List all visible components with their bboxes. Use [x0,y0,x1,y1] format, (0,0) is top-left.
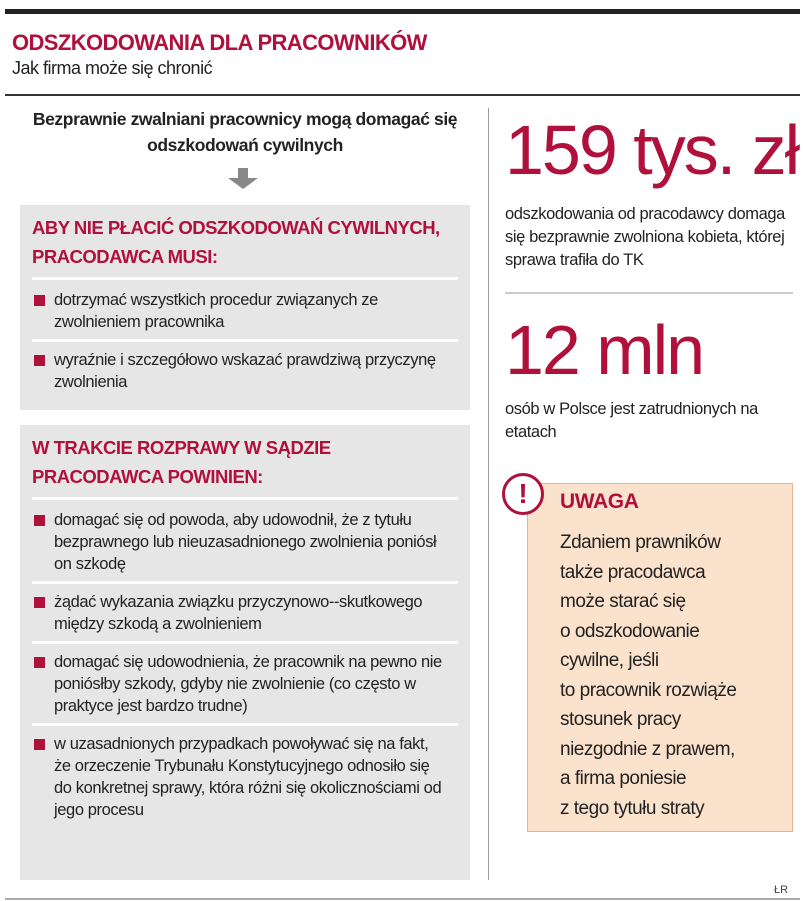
page-subtitle: Jak firma może się chronić [12,58,213,78]
list-item [32,648,458,726]
item-text: wyraźnie i szczegółowo wskazać prawdziwą przyczynę zwolnienia [54,351,436,391]
note-title: UWAGA [560,490,639,513]
stat-value-claim: 159 tys. zł [505,111,799,189]
list-item [32,588,458,644]
box-heading: ABY NIE PŁACIĆ ODSZKODOWAŃ CYWILNYCH, PRACODAWCA MUSI: [32,217,440,267]
list-item [32,506,458,584]
divider [32,497,458,500]
bullet-icon [34,515,45,526]
stat-text-employed: osób w Polsce jest zatrudnionych na etatach [505,400,758,441]
header-divider [5,94,800,96]
bullet-icon [34,597,45,608]
exclamation-circle-icon: ! [502,473,544,515]
list-item [32,730,458,827]
item-text: domagać się od powoda, aby udowodnił, że z tytułu bezprawnego lub nieuzasadnionego zwolnienia poniósł on szkodę [54,511,437,573]
bullet-icon [34,657,45,668]
bottom-rule [5,898,800,900]
list-item [32,286,458,342]
divider [32,277,458,280]
top-bar [5,9,800,14]
court-trial-box [20,425,470,880]
list-item [32,346,458,399]
bullet-icon [34,295,45,306]
item-text: domagać się udowodnienia, że pracownik na pewno nie poniósłby szkody, gdyby nie zwolnienie (co często w praktyce jest bardzo trudne) [54,653,442,715]
item-text: żądać wykazania związku przyczynowo--skutkowego między szkodą a zwolnieniem [54,593,423,633]
employer-must-box [20,205,470,410]
item-text: w uzasadnionych przypadkach powoływać się na fakt, że orzeczenie Trybunału Konstytucyjnego odnosiło się do konkretnej sprawy, która różni się okolicznościami od jego procesu [54,735,442,819]
arrow-down-icon [228,168,258,195]
note-text: Zdaniem prawników także pracodawca może starać się o odszkodowanie cywilne, jeśli to pracownik rozwiąże stosunek pracy niezgodnie z prawem, a firma poniesie z tego tytułu straty [560,532,737,819]
column-divider [488,108,489,880]
page-title: ODSZKODOWANIA DLA PRACOWNIKÓW [12,30,427,55]
intro-text: Bezprawnie zwalniani pracownicy mogą domagać się odszkodowań cywilnych [32,109,458,155]
stat-divider [505,292,793,294]
bullet-icon [34,739,45,750]
stat-text-claim: odszkodowania od pracodawcy domaga się bezprawnie zwolniona kobieta, której sprawa trafiła do TK [505,205,785,269]
author-credit: ŁR [774,884,789,896]
box-heading: W TRAKCIE ROZPRAWY W SĄDZIE PRACODAWCA POWINIEN: [32,437,331,487]
bullet-icon [34,355,45,366]
stat-value-employed: 12 mln [505,311,704,389]
item-text: dotrzymać wszystkich procedur związanych ze zwolnieniem pracownika [54,291,378,331]
